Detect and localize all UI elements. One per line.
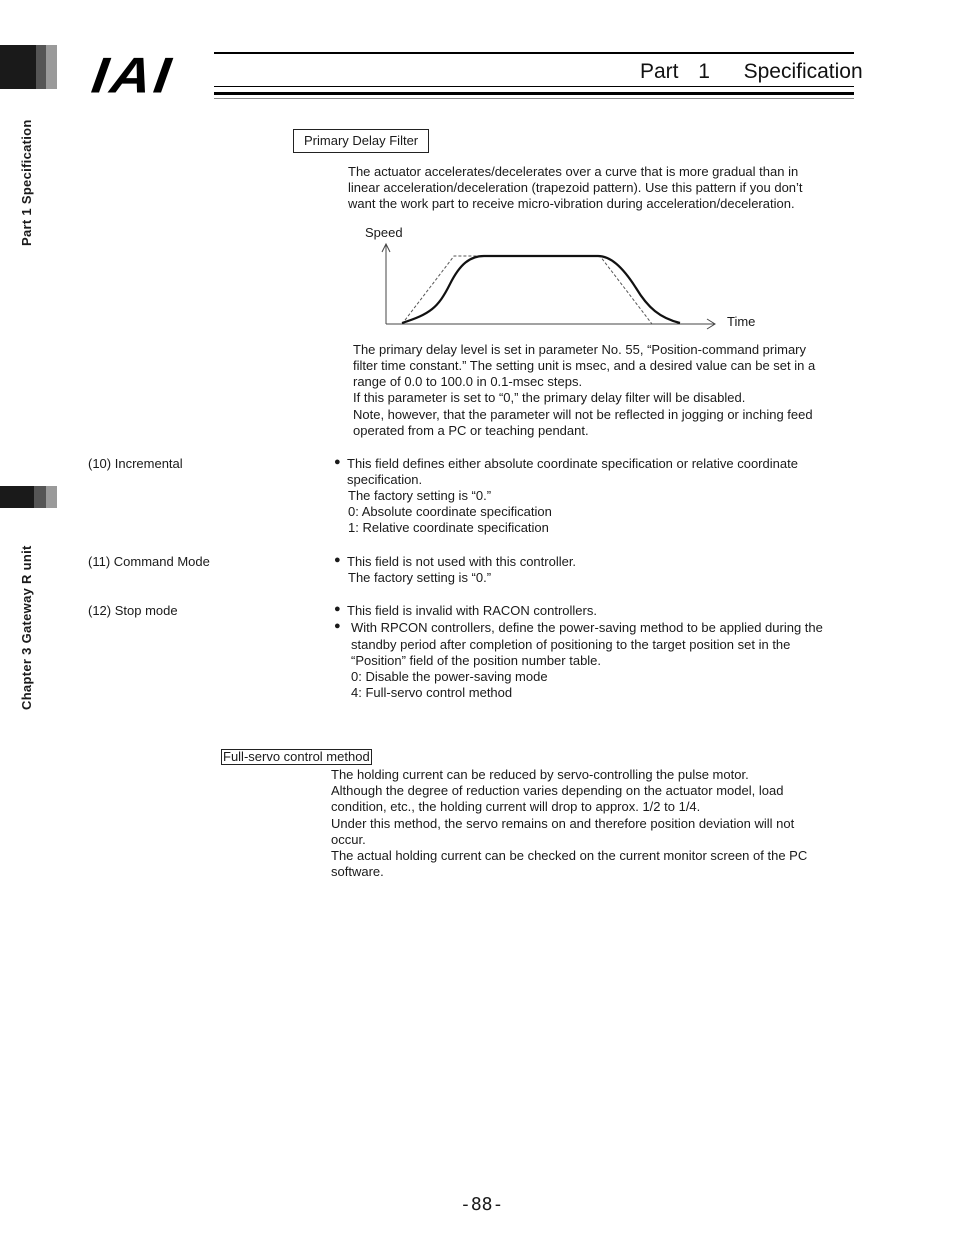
- primary-delay-filter-label: Primary Delay Filter: [293, 129, 429, 153]
- field-label-command-mode: (11) Command Mode: [88, 554, 210, 569]
- trapezoid-reference-line: [402, 256, 652, 324]
- side-tab-top-dark: [0, 45, 36, 89]
- incremental-line-5: 1: Relative coordinate specification: [348, 520, 549, 535]
- full-servo-label: Full-servo control method: [223, 749, 370, 764]
- graph-x-label: Time: [727, 314, 756, 329]
- incremental-line-2: specification.: [347, 472, 423, 487]
- full-servo-line-5: occur.: [331, 832, 366, 847]
- header-rule-grey: [214, 98, 854, 99]
- primary-delay-detail-1: The primary delay level is set in parameter No. 55, “Position-command primary: [353, 342, 807, 357]
- header-rule-bottom: [214, 92, 854, 95]
- header-rule-thin: [214, 86, 854, 87]
- delay-filter-curve: [402, 256, 680, 323]
- incremental-line-1: This field defines either absolute coordinate specification or relative coordinate: [347, 456, 798, 471]
- bullet-icon: ●: [334, 554, 341, 566]
- side-tab-top-mid: [36, 45, 46, 89]
- stop-mode-line-2: With RPCON controllers, define the power-saving method to be applied during the: [351, 620, 823, 635]
- incremental-line-3: The factory setting is “0.”: [348, 488, 492, 503]
- side-tab-top-light: [46, 45, 57, 89]
- part-word: Part: [640, 60, 679, 83]
- full-servo-line-4: Under this method, the servo remains on and therefore position deviation will not: [331, 816, 795, 831]
- bullet-icon: ●: [334, 603, 341, 615]
- primary-delay-detail-2: filter time constant.” The setting unit is msec, and a desired value can be set in a: [353, 358, 816, 373]
- side-tab-bottom-mid: [34, 486, 46, 508]
- stop-mode-line-4: “Position” field of the position number table.: [351, 653, 602, 668]
- side-tab-chapter-label: Chapter 3 Gateway R unit: [19, 545, 34, 710]
- stop-mode-line-5: 0: Disable the power-saving mode: [351, 669, 548, 684]
- page-number: -88-: [460, 1194, 504, 1215]
- primary-delay-detail-3: range of 0.0 to 100.0 in 0.1-msec steps.: [353, 374, 583, 389]
- graph-y-label: Speed: [365, 225, 403, 240]
- header-rule-top: [214, 52, 854, 54]
- incremental-line-4: 0: Absolute coordinate specification: [348, 504, 552, 519]
- part-number: 1: [698, 60, 710, 83]
- field-label-stop-mode: (12) Stop mode: [88, 603, 178, 618]
- primary-delay-intro-2: linear acceleration/deceleration (trapezoid pattern). Use this pattern if you don’t: [348, 180, 803, 195]
- primary-delay-detail-5: Note, however, that the parameter will not be reflected in jogging or inching feed: [353, 407, 813, 422]
- command-mode-line-2: The factory setting is “0.”: [348, 570, 492, 585]
- full-servo-line-2: Although the degree of reduction varies depending on the actuator model, load: [331, 783, 784, 798]
- primary-delay-intro-1: The actuator accelerates/decelerates over a curve that is more gradual than in: [348, 164, 799, 179]
- bullet-icon: ●: [334, 456, 341, 468]
- side-tab-bottom-dark: [0, 486, 34, 508]
- speed-time-graph: [360, 222, 756, 334]
- primary-delay-detail-4: If this parameter is set to “0,” the primary delay filter will be disabled.: [353, 390, 746, 405]
- full-servo-line-7: software.: [331, 864, 384, 879]
- part-name: Specification: [743, 60, 863, 83]
- full-servo-line-6: The actual holding current can be checked on the current monitor screen of the PC: [331, 848, 808, 863]
- command-mode-line-1: This field is not used with this controller.: [347, 554, 577, 569]
- field-label-incremental: (10) Incremental: [88, 456, 183, 471]
- page-part-title: [640, 60, 863, 84]
- stop-mode-line-3: standby period after completion of positioning to the target position set in the: [351, 637, 791, 652]
- stop-mode-line-6: 4: Full-servo control method: [351, 685, 513, 700]
- stop-mode-line-1: This field is invalid with RACON controllers.: [347, 603, 597, 618]
- side-tab-part-label: Part 1 Specification: [19, 119, 34, 246]
- full-servo-line-3: condition, etc., the holding current will drop to approx. 1/2 to 1/4.: [331, 799, 701, 814]
- bullet-icon: ●: [334, 620, 341, 632]
- primary-delay-detail-6: operated from a PC or teaching pendant.: [353, 423, 589, 438]
- side-tab-bottom-light: [46, 486, 57, 508]
- primary-delay-intro-3: want the work part to receive micro-vibration during acceleration/deceleration.: [348, 196, 795, 211]
- iai-logo: IAI: [88, 46, 178, 104]
- full-servo-line-1: The holding current can be reduced by servo-controlling the pulse motor.: [331, 767, 749, 782]
